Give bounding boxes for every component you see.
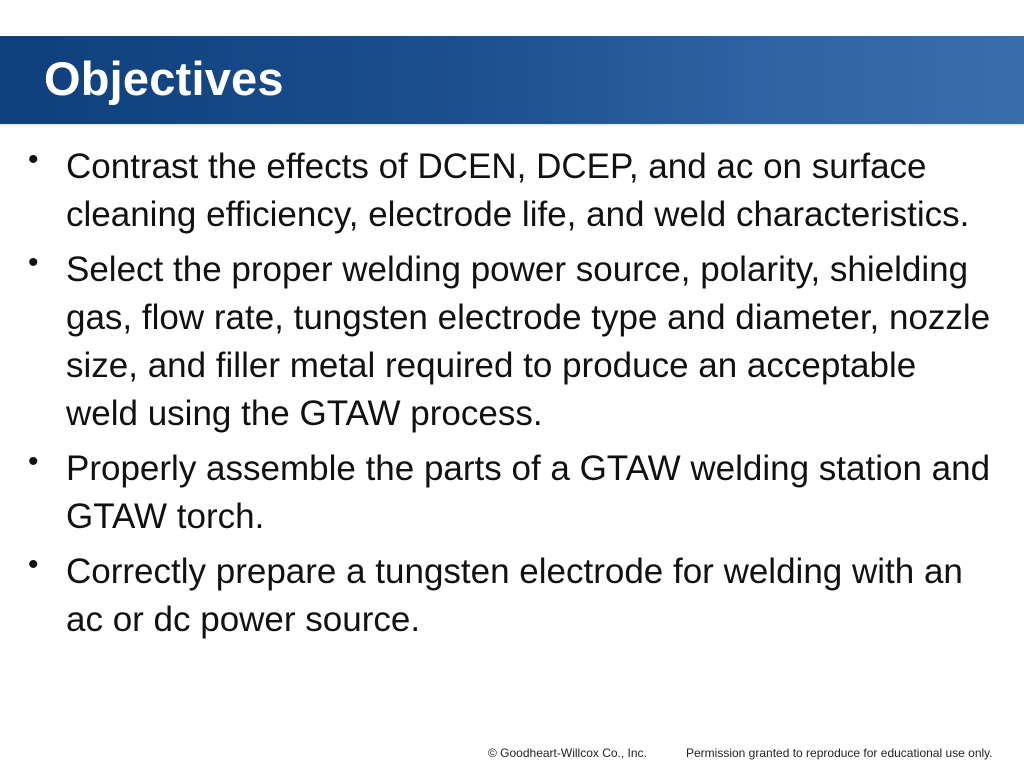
bullet-icon: • [28,143,39,176]
objective-item-4 [28,548,993,644]
bullet-icon: • [28,445,39,478]
slide-title: Objectives [44,52,284,105]
objective-text-4: Correctly prepare a tungsten electrode for welding with an ac or dc power source. [66,552,963,639]
copyright-footer: © Goodheart-Willcox Co., Inc. [488,746,647,760]
objective-text-2: Select the proper welding power source, polarity, shielding gas, flow rate, tungsten electrode type and diameter, nozzle size, and filler metal required to produce an acceptable weld using the GTAW process. [66,250,991,433]
bullet-icon: • [28,246,39,279]
objectives-list [28,143,993,651]
objective-text-3: Properly assemble the parts of a GTAW welding station and GTAW torch. [66,449,991,536]
permission-footer: Permission granted to reproduce for educational use only. [686,746,993,760]
objective-item-1 [28,143,993,239]
objective-text-1: Contrast the effects of DCEN, DCEP, and ac on surface cleaning efficiency, electrode life, and weld characteristics. [66,147,970,234]
objective-item-3 [28,445,993,541]
bullet-icon: • [28,548,39,581]
objective-item-2 [28,246,993,438]
